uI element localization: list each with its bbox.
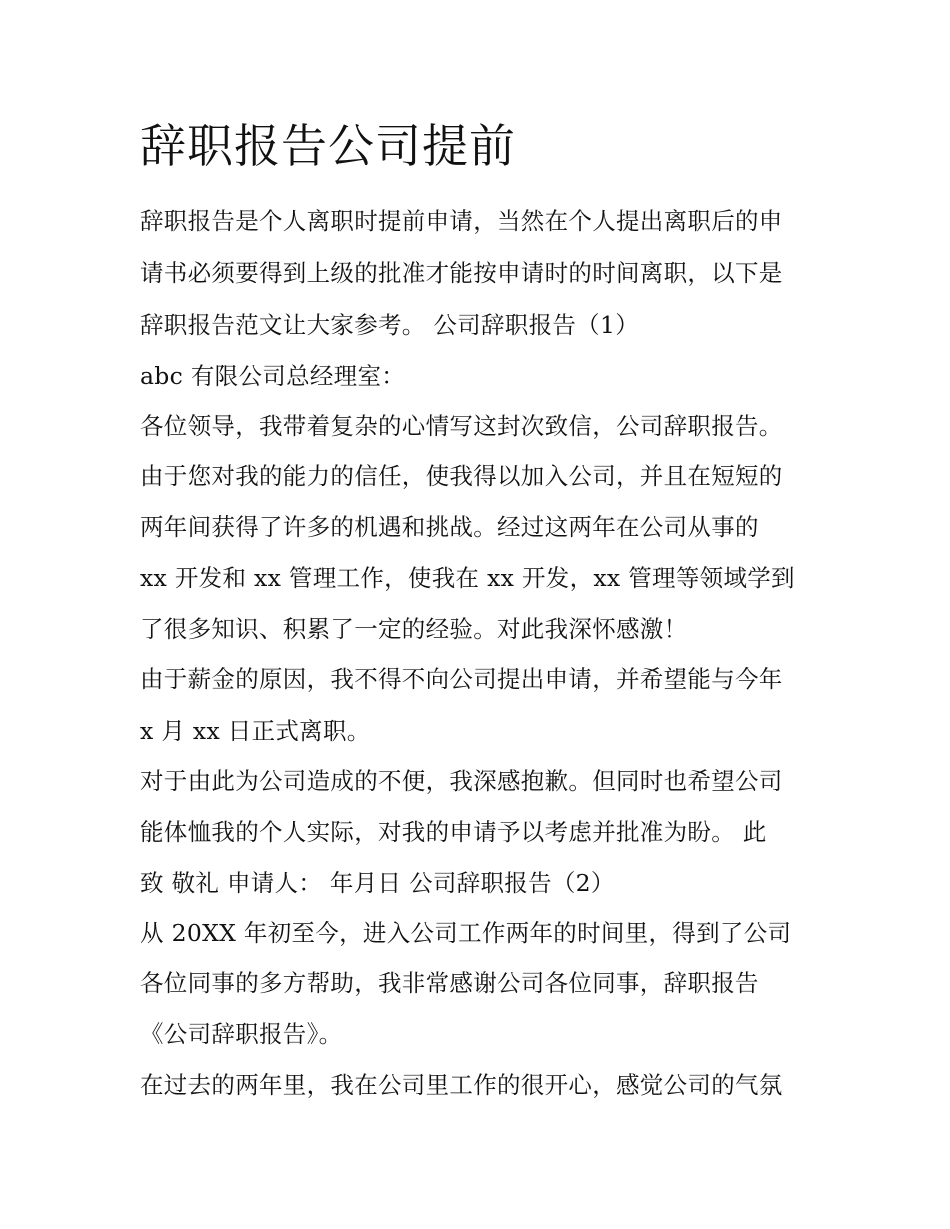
body-line: 请书必须要得到上级的批准才能按申请时的时间离职，以下是	[140, 259, 783, 287]
body-line: 对于由此为公司造成的不便，我深感抱歉。但同时也希望公司	[140, 767, 783, 795]
body-line: 辞职报告是个人离职时提前申请，当然在个人提出离职后的申	[140, 207, 783, 235]
body-line: x 月 xx 日正式离职。	[140, 717, 371, 745]
body-line: 由于您对我的能力的信任，使我得以加入公司，并且在短短的	[140, 462, 783, 490]
body-line: 能体恤我的个人实际，对我的申请予以考虑并批准为盼。 此	[140, 818, 767, 846]
body-line: 辞职报告范文让大家参考。 公司辞职报告（1）	[140, 311, 640, 339]
body-line: 致 敬礼 申请人： 年月日 公司辞职报告（2）	[140, 869, 615, 897]
body-line: 由于薪金的原因，我不得不向公司提出申请，并希望能与今年	[140, 665, 783, 693]
document-title: 辞职报告公司提前	[140, 119, 516, 173]
body-line: 了很多知识、积累了一定的经验。对此我深怀感激！	[140, 615, 688, 643]
body-line: 《公司辞职报告》。	[140, 1020, 343, 1048]
body-line: 各位领导，我带着复杂的心情写这封次致信，公司辞职报告。	[140, 412, 783, 440]
body-line: abc 有限公司总经理室：	[140, 362, 406, 390]
body-line: 两年间获得了许多的机遇和挑战。经过这两年在公司从事的	[140, 513, 759, 541]
body-line: 各位同事的多方帮助，我非常感谢公司各位同事，辞职报告	[140, 969, 759, 997]
body-line: xx 开发和 xx 管理工作，使我在 xx 开发，xx 管理等领域学到	[140, 564, 795, 592]
body-line: 从 20XX 年初至今，进入公司工作两年的时间里，得到了公司	[140, 919, 792, 947]
body-line: 在过去的两年里，我在公司里工作的很开心，感觉公司的气氛	[140, 1071, 783, 1099]
